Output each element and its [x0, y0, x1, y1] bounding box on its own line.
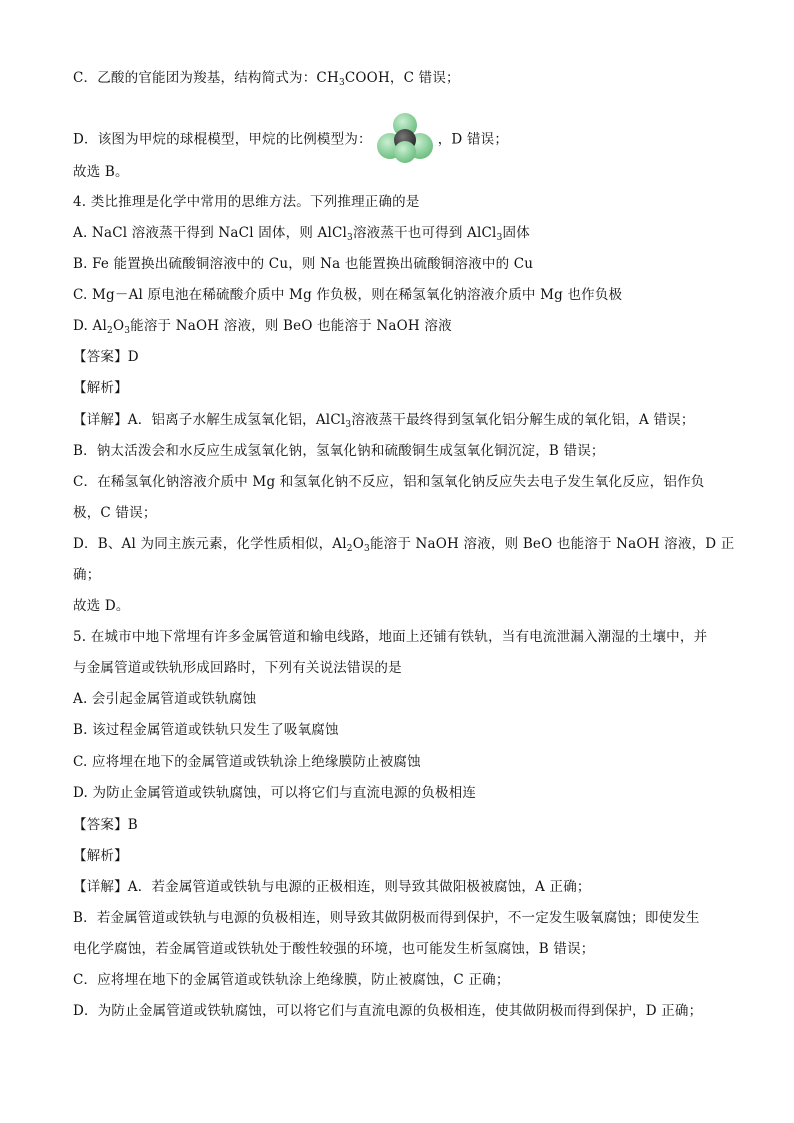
question-4-choose [73, 596, 734, 616]
text: 能溶于 NaOH 溶液，则 BeO 也能溶于 NaOH 溶液，D 正 [369, 536, 735, 552]
text: A. NaCl 溶液蒸干得到 NaCl 固体，则 AlCl [73, 225, 348, 241]
methane-space-filling-model-icon [376, 112, 434, 164]
text: D. 为防止金属管道或铁轨腐蚀，可以将它们与直流电源的负极相连 [73, 785, 477, 801]
question-5-detail-a [73, 877, 734, 897]
text: C. 应将埋在地下的金属管道或铁轨涂上绝缘膜防止被腐蚀 [73, 754, 421, 770]
question-5-detail-d [73, 1001, 734, 1021]
text-d-prev-b: ，D 错误； [437, 131, 509, 148]
question-4-answer [73, 347, 734, 367]
question-5-option-c [73, 752, 734, 772]
question-4-option-a [73, 223, 734, 243]
text-choose-b: 故选 B。 [73, 164, 129, 180]
question-4-detail-d-2 [73, 565, 734, 585]
question-4-option-c [73, 285, 734, 305]
question-4-option-b [73, 254, 734, 274]
line-option-d-prev [73, 114, 734, 166]
question-4-detail-d-1 [73, 534, 734, 554]
subscript: 3 [496, 233, 503, 243]
line-choose-b [73, 162, 734, 182]
question-4-detail-b [73, 441, 734, 461]
text: 【详解】A．铝离子水解生成氢氧化铝，AlCl [73, 412, 346, 428]
answer-label: 【答案】B [73, 817, 138, 833]
text: 故选 D。 [73, 598, 130, 614]
question-5-stem-1 [73, 627, 734, 647]
text: C. Mg－Al 原电池在稀硫酸介质中 Mg 作负极，则在稀氢氧化钠溶液介质中 Mg 也作负极 [73, 287, 623, 303]
question-5-analysis [73, 846, 734, 866]
text: C．在稀氢氧化钠溶液介质中 Mg 和氢氧化钠不反应，铝和氢氧化钠反应失去电子发生氧化反应，铝作负 [73, 474, 705, 490]
subscript: 2 [346, 544, 353, 554]
question-5-detail-b-1 [73, 908, 734, 928]
text: O [352, 536, 364, 552]
question-5-option-b [73, 720, 734, 740]
text-c-prev-a: C．乙酸的官能团为羧基，结构简式为：CH [73, 70, 339, 86]
question-4-detail-a [73, 410, 734, 430]
text: 极，C 错误； [73, 505, 157, 521]
text-q4-stem: 4. 类比推理是化学中常用的思维方法。下列推理正确的是 [73, 194, 420, 210]
text: B. Fe 能置换出硫酸铜溶液中的 Cu，则 Na 也能置换出硫酸铜溶液中的 Cu [73, 256, 534, 272]
text: A. 会引起金属管道或铁轨腐蚀 [73, 691, 257, 707]
subscript: 3 [338, 78, 345, 88]
text: 与金属管道或铁轨形成回路时，下列有关说法错误的是 [73, 660, 402, 676]
question-4-detail-c-1 [73, 472, 734, 492]
subscript: 2 [107, 326, 113, 336]
text: 固体 [502, 225, 530, 241]
question-4-analysis [73, 378, 734, 398]
text: 能溶于 NaOH 溶液，则 BeO 也能溶于 NaOH 溶液 [130, 318, 452, 334]
text-d-prev-a: D．该图为甲烷的球棍模型，甲烷的比例模型为： [73, 131, 372, 148]
text: B．若金属管道或铁轨与电源的负极相连，则导致其做阴极而得到保护，不一定发生吸氧腐蚀；即使发生 [73, 910, 700, 926]
question-5-stem-2 [73, 658, 734, 678]
text: B. 该过程金属管道或铁轨只发生了吸氧腐蚀 [73, 722, 339, 738]
subscript: 3 [364, 544, 370, 554]
question-5-answer [73, 815, 734, 835]
question-5-option-a [73, 689, 734, 709]
text: O [112, 318, 125, 334]
question-4-option-d [73, 316, 734, 336]
analysis-label: 【解析】 [73, 380, 128, 396]
question-5-option-d [73, 783, 734, 803]
text: D．B、Al 为同主族元素，化学性质相似，Al [73, 536, 347, 552]
answer-label: 【答案】D [73, 349, 139, 365]
text: B．钠太活泼会和水反应生成氢氧化钠，氢氧化钠和硫酸铜生成氢氧化铜沉淀，B 错误； [73, 443, 605, 459]
question-5-detail-c [73, 970, 734, 990]
text: C．应将埋在地下的金属管道或铁轨涂上绝缘膜，防止被腐蚀，C 正确； [73, 972, 510, 988]
text: D. Al [73, 318, 107, 334]
subscript: 3 [124, 326, 131, 336]
text: 电化学腐蚀，若金属管道或铁轨处于酸性较强的环境，也可能发生析氢腐蚀，B 错误； [73, 941, 595, 957]
text: 溶液蒸干最终得到氢氧化铝分解生成的氧化铝，A 错误； [351, 412, 695, 428]
text: D．为防止金属管道或铁轨腐蚀，可以将它们与直流电源的负极相连，使其做阴极而得到保护，D 正确； [73, 1003, 703, 1019]
text: 确； [73, 567, 101, 583]
analysis-label: 【解析】 [73, 848, 128, 864]
question-4-stem [73, 192, 734, 212]
line-option-c-prev [73, 68, 734, 88]
question-4-detail-c-2 [73, 503, 734, 523]
subscript: 3 [345, 420, 352, 430]
subscript: 3 [347, 233, 353, 243]
text: 5. 在城市中地下常埋有许多金属管道和输电线路，地面上还铺有铁轨，当有电流泄漏入潮湿的土壤中，并 [73, 629, 708, 645]
question-5-detail-b-2 [73, 939, 734, 959]
text-c-prev-b: COOH，C 错误； [344, 70, 460, 86]
text: 【详解】A．若金属管道或铁轨与电源的正极相连，则导致其做阳极被腐蚀，A 正确； [73, 879, 591, 895]
text: 溶液蒸干也可得到 AlCl [352, 225, 497, 241]
